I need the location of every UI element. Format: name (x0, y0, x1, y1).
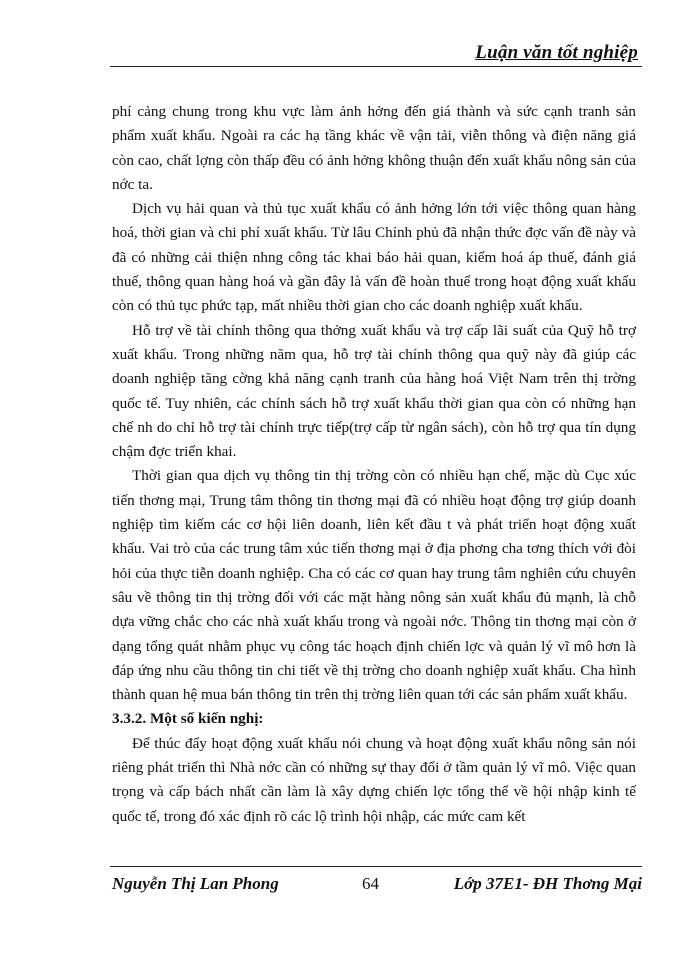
paragraph-5: Để thúc đẩy hoạt động xuất khẩu nói chung và hoạt động xuất khẩu nông sản nói riêng phát triển thì Nhà nớc cần có những sự thay đổi ở tầm quản lý vĩ mô. Việc quan trọng và cấp bách nhất cần làm là xây dựng chiến lợc tổng thể về hội nhập kinh tế quốc tế, trong đó xác định rõ các lộ trình hội nhập, các mức cam kết (112, 734, 636, 825)
header-divider (110, 66, 642, 67)
paragraph-1: phí cảng chung trong khu vực làm ảnh hởng đến giá thành và sức cạnh tranh sản phẩm xuất khẩu. Ngoài ra các hạ tầng khác về vận tải, viễn thông và điện năng giá còn cao, chất lợng còn thấp đều có ảnh hởng không thuận đến xuất khẩu nông sản của nớc ta. (112, 103, 636, 193)
page-number: 64 (362, 874, 379, 893)
footer-class-info: Lớp 37E1- ĐH Thơng Mại (453, 874, 642, 893)
footer-author: Nguyễn Thị Lan Phong (112, 874, 279, 893)
page-body (112, 100, 636, 829)
footer-divider (110, 866, 642, 867)
paragraph-4: Thời gian qua dịch vụ thông tin thị trờng còn có nhiều hạn chế, mặc dù Cục xúc tiến thơng mại, Trung tâm thông tin thơng mại đã có nhiều hoạt động trợ giúp doanh nghiệp tìm kiếm các cơ hội liên doanh, liên kết đầu t và phát triển hoạt động xuất khẩu. Vai trò của các trung tâm xúc tiến thơng mại ở địa phơng cha tơng thích với đòi hỏi của thực tiễn doanh nghiệp. Cha có các cơ quan hay trung tâm nghiên cứu chuyên sâu về thông tin thị trờng đối với các mặt hàng nông sản xuất khẩu đủ mạnh, là chỗ dựa vững chắc cho các nhà xuất khẩu trong và ngoài nớc. Thông tin thơng mại còn ở dạng tổng quát nhằm phục vụ công tác hoạch định chiến lợc và quản lý vĩ mô hơn là đáp ứng nhu cầu thông tin chi tiết về thị trờng cho doanh nghiệp xuất khẩu. Cha hình thành quan hệ mua bán thông tin trên thị trờng liên quan tới các sản phẩm xuất khẩu. (112, 467, 636, 704)
running-header: Luận văn tốt nghiệp (475, 42, 638, 63)
section-heading: 3.3.2. Một số kiến nghị: (112, 710, 264, 728)
paragraph-2: Dịch vụ hải quan và thủ tục xuất khẩu có ảnh hởng lớn tới việc thông quan hàng hoá, thời gian và chi phí xuất khẩu. Từ lâu Chính phủ đã nhận thức đợc vấn đề này và đã có những cải thiện nhng công tác khai báo hải quan, kiểm hoá áp thuế, đánh giá thuế, thông quan hàng hoá và gần đây là vấn đề hoàn thuế trong hoạt động xuất khẩu còn có thủ tục phức tạp, mất nhiều thời gian cho các doanh nghiệp xuất khẩu. (112, 200, 636, 315)
paragraph-3: Hỗ trợ về tài chính thông qua thởng xuất khẩu và trợ cấp lãi suất của Quỹ hỗ trợ xuất khẩu. Trong những năm qua, hỗ trợ tài chính thông qua quỹ này đã giúp các doanh nghiệp tăng cờng khả năng cạnh tranh của hàng hoá Việt Nam trên thị trờng quốc tế. Tuy nhiên, các chính sách hỗ trợ xuất khẩu thời gian qua còn có những hạn chế nh do chỉ hỗ trợ tài chính trực tiếp(trợ cấp từ ngân sách), còn hỗ trợ qua tín dụng chậm đợc triển khai. (112, 321, 636, 461)
